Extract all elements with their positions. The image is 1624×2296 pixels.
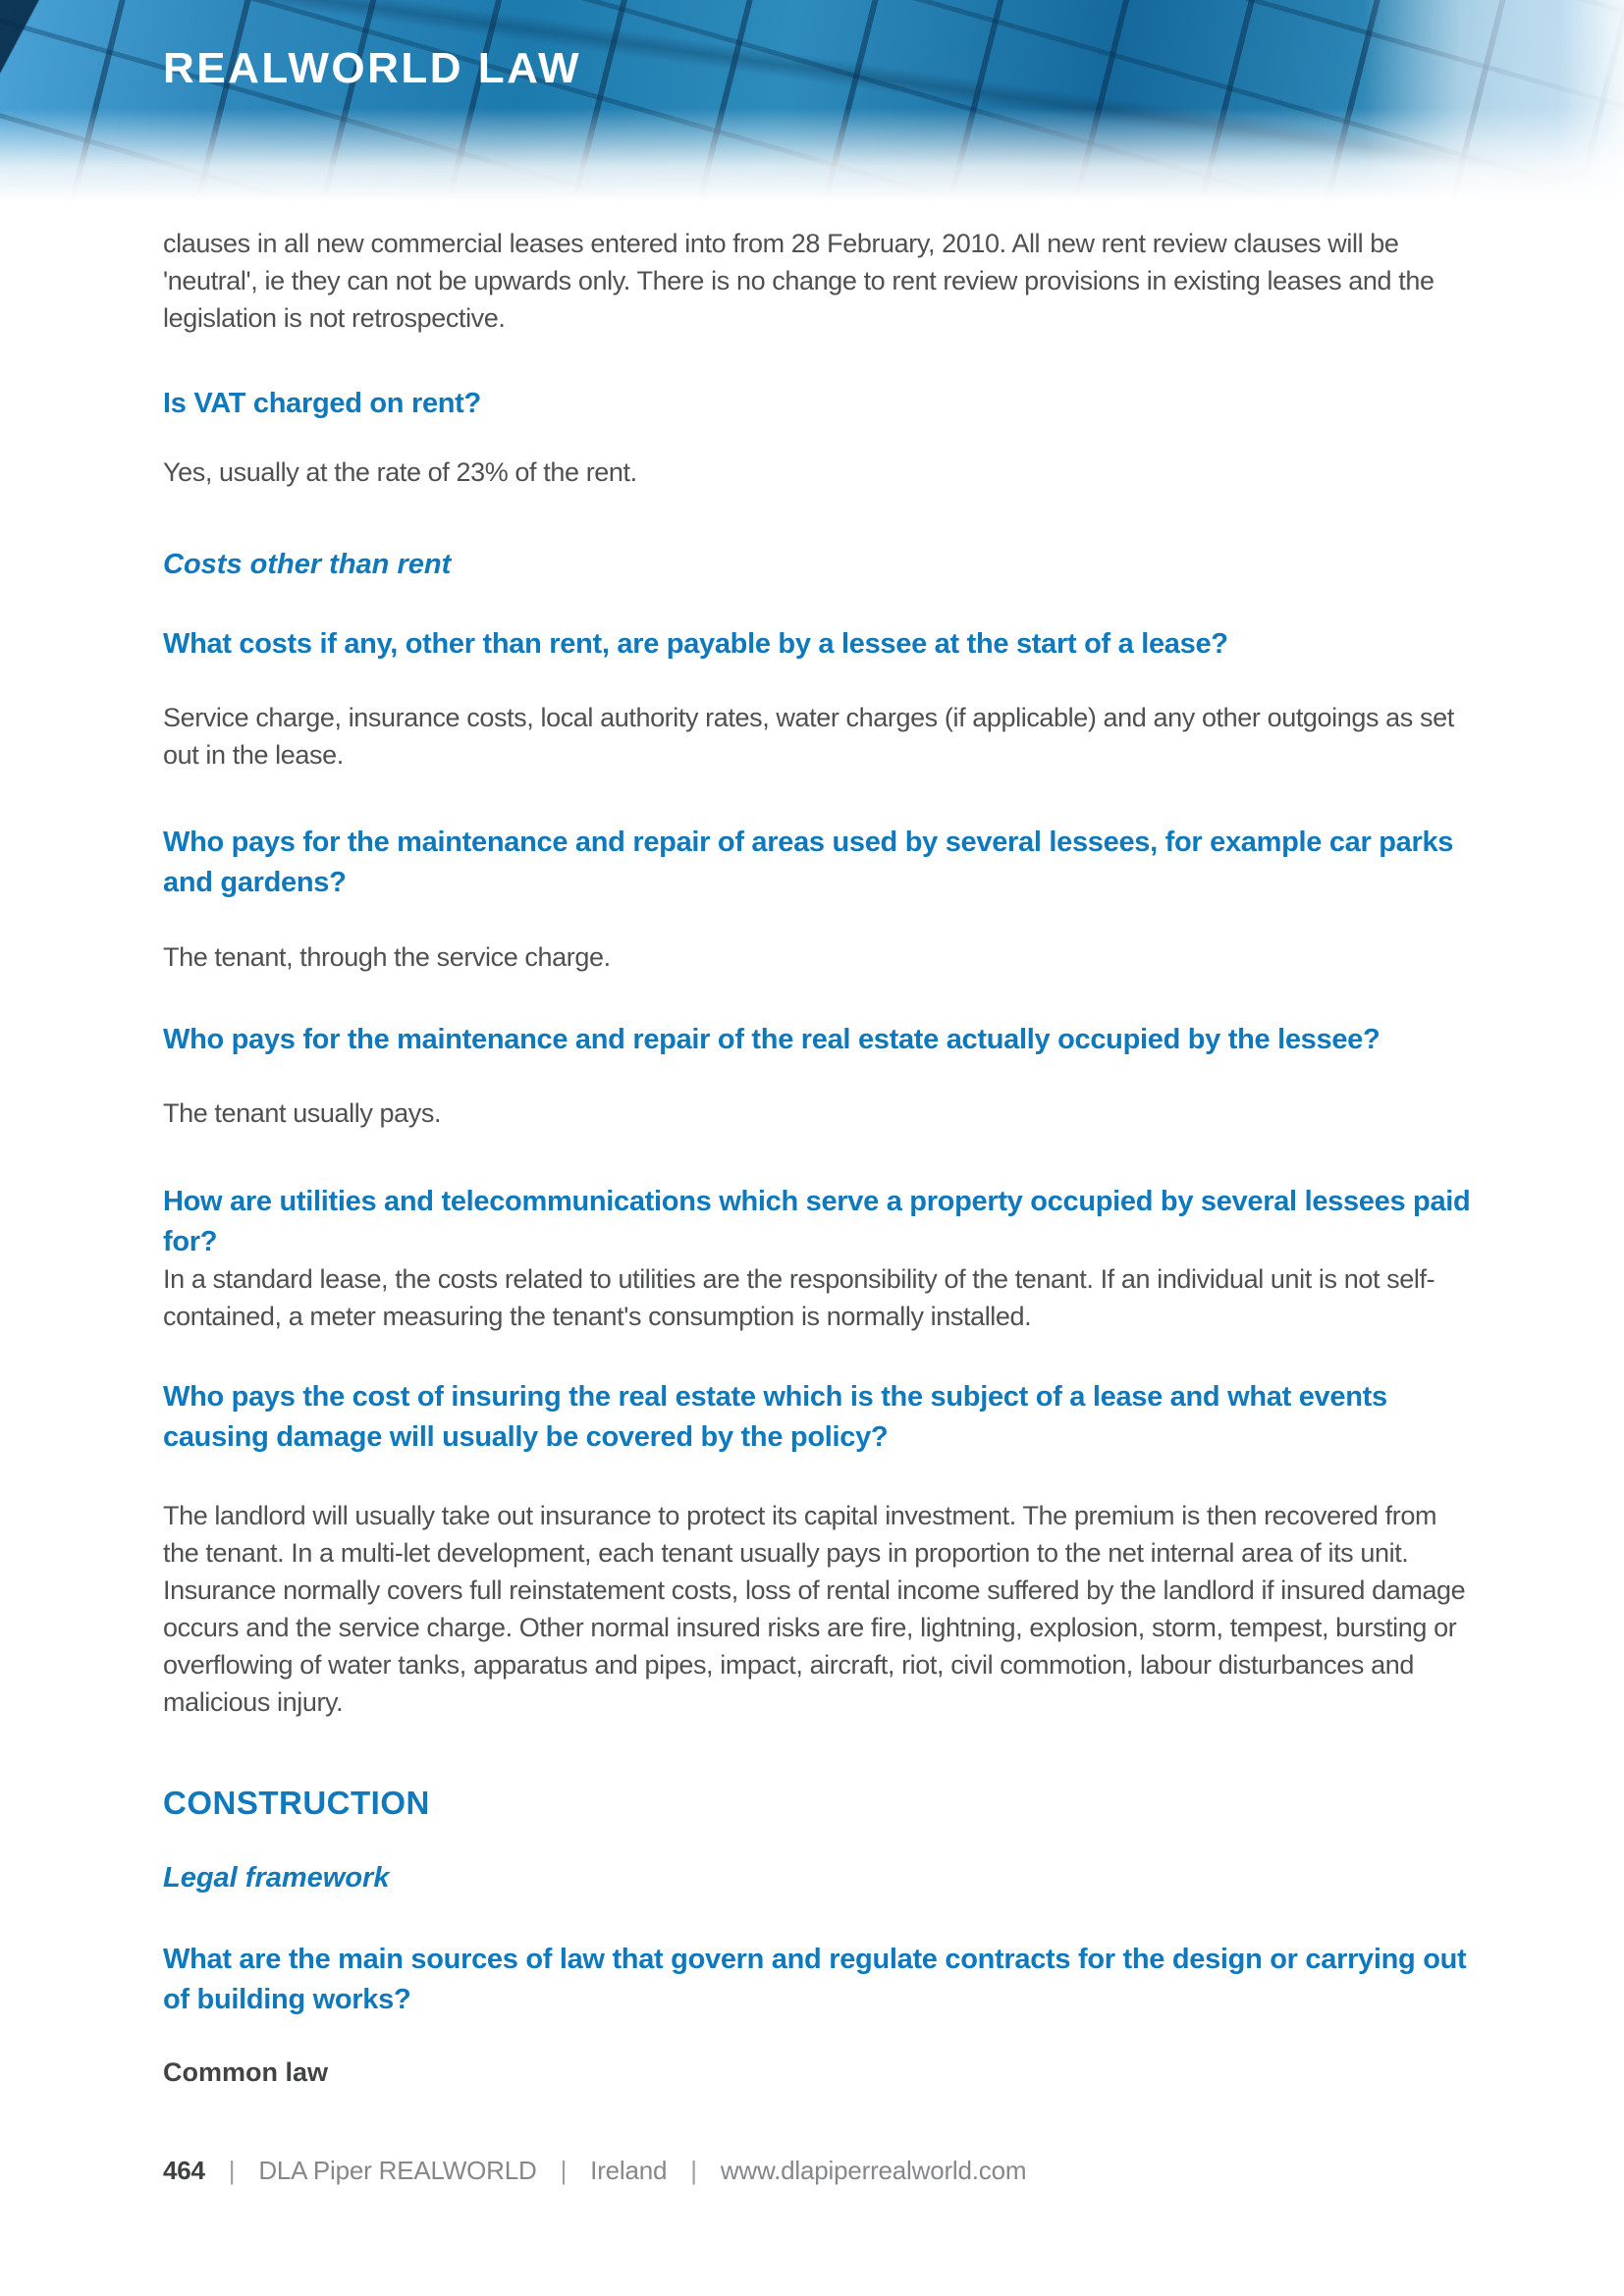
footer-separator: | [228,2156,236,2185]
question-costs-at-lease-start: What costs if any, other than rent, are payable by a lessee at the start of a lease? [163,628,1228,660]
subheading-costs-other-than-rent: Costs other than rent [163,549,452,580]
answer-occupied-maintenance: The tenant usually pays. [163,1098,442,1128]
answer-insurance-cost: The landlord will usually take out insurance to protect its capital investment. The premium is then recovered from the tenant. In a multi-let development, each tenant usually pays in proportion to the net internal area of its unit. Insurance normally covers full reinstatement costs, loss of rental income suffered by the landlord if insured damage occurs and the service charge. Other normal insured risks are fire, lightning, explosion, storm, tempest, bursting or overflowing of water tanks, apparatus and pipes, impact, aircraft, riot, civil commotion, labour disturbances and malicious injury. [163,1501,1466,1717]
page-footer [163,2156,1026,2186]
answer-utilities-payment: In a standard lease, the costs related to utilities are the responsibility of the tenant. If an individual unit is not self-contained, a meter measuring the tenant's consumption is normally installed. [163,1264,1435,1331]
answer-costs-at-lease-start: Service charge, insurance costs, local authority rates, water charges (if applicable) and any other outgoings as set out in the lease. [163,703,1454,770]
footer-website: www.dlapiperrealworld.com [720,2156,1027,2185]
footer-brand: DLA Piper REALWORLD [258,2156,537,2185]
question-occupied-maintenance: Who pays for the maintenance and repair of the real estate actually occupied by the lessee? [163,1024,1380,1055]
question-utilities-payment: How are utilities and telecommunications which serve a property occupied by several lessees paid for? [163,1186,1471,1257]
footer-separator: | [690,2156,697,2185]
footer-region: Ireland [590,2156,668,2185]
page-number: 464 [163,2156,205,2185]
question-common-areas-maintenance: Who pays for the maintenance and repair of areas used by several lessees, for example car parks and gardens? [163,827,1454,898]
question-sources-of-law: What are the main sources of law that govern and regulate contracts for the design or carrying out of building works? [163,1944,1467,2015]
brand-title: REALWORLD LAW [163,44,582,92]
footer-separator: | [560,2156,568,2185]
answer-common-areas-maintenance: The tenant, through the service charge. [163,942,611,972]
header-banner-image [0,0,1624,208]
subheading-legal-framework: Legal framework [163,1862,390,1894]
question-vat-on-rent: Is VAT charged on rent? [163,388,481,419]
section-heading-construction: CONSTRUCTION [163,1785,430,1821]
label-common-law: Common law [163,2057,329,2087]
paragraph-rent-review: clauses in all new commercial leases entered into from 28 February, 2010. All new rent review clauses will be 'neutral', ie they can not be upwards only. There is no change to rent review provisions in existing leases and the legislation is not retrospective. [163,229,1435,333]
question-insurance-cost: Who pays the cost of insuring the real estate which is the subject of a lease and what events causing damage will usually be covered by the policy? [163,1381,1387,1453]
answer-vat-on-rent: Yes, usually at the rate of 23% of the rent. [163,457,637,487]
